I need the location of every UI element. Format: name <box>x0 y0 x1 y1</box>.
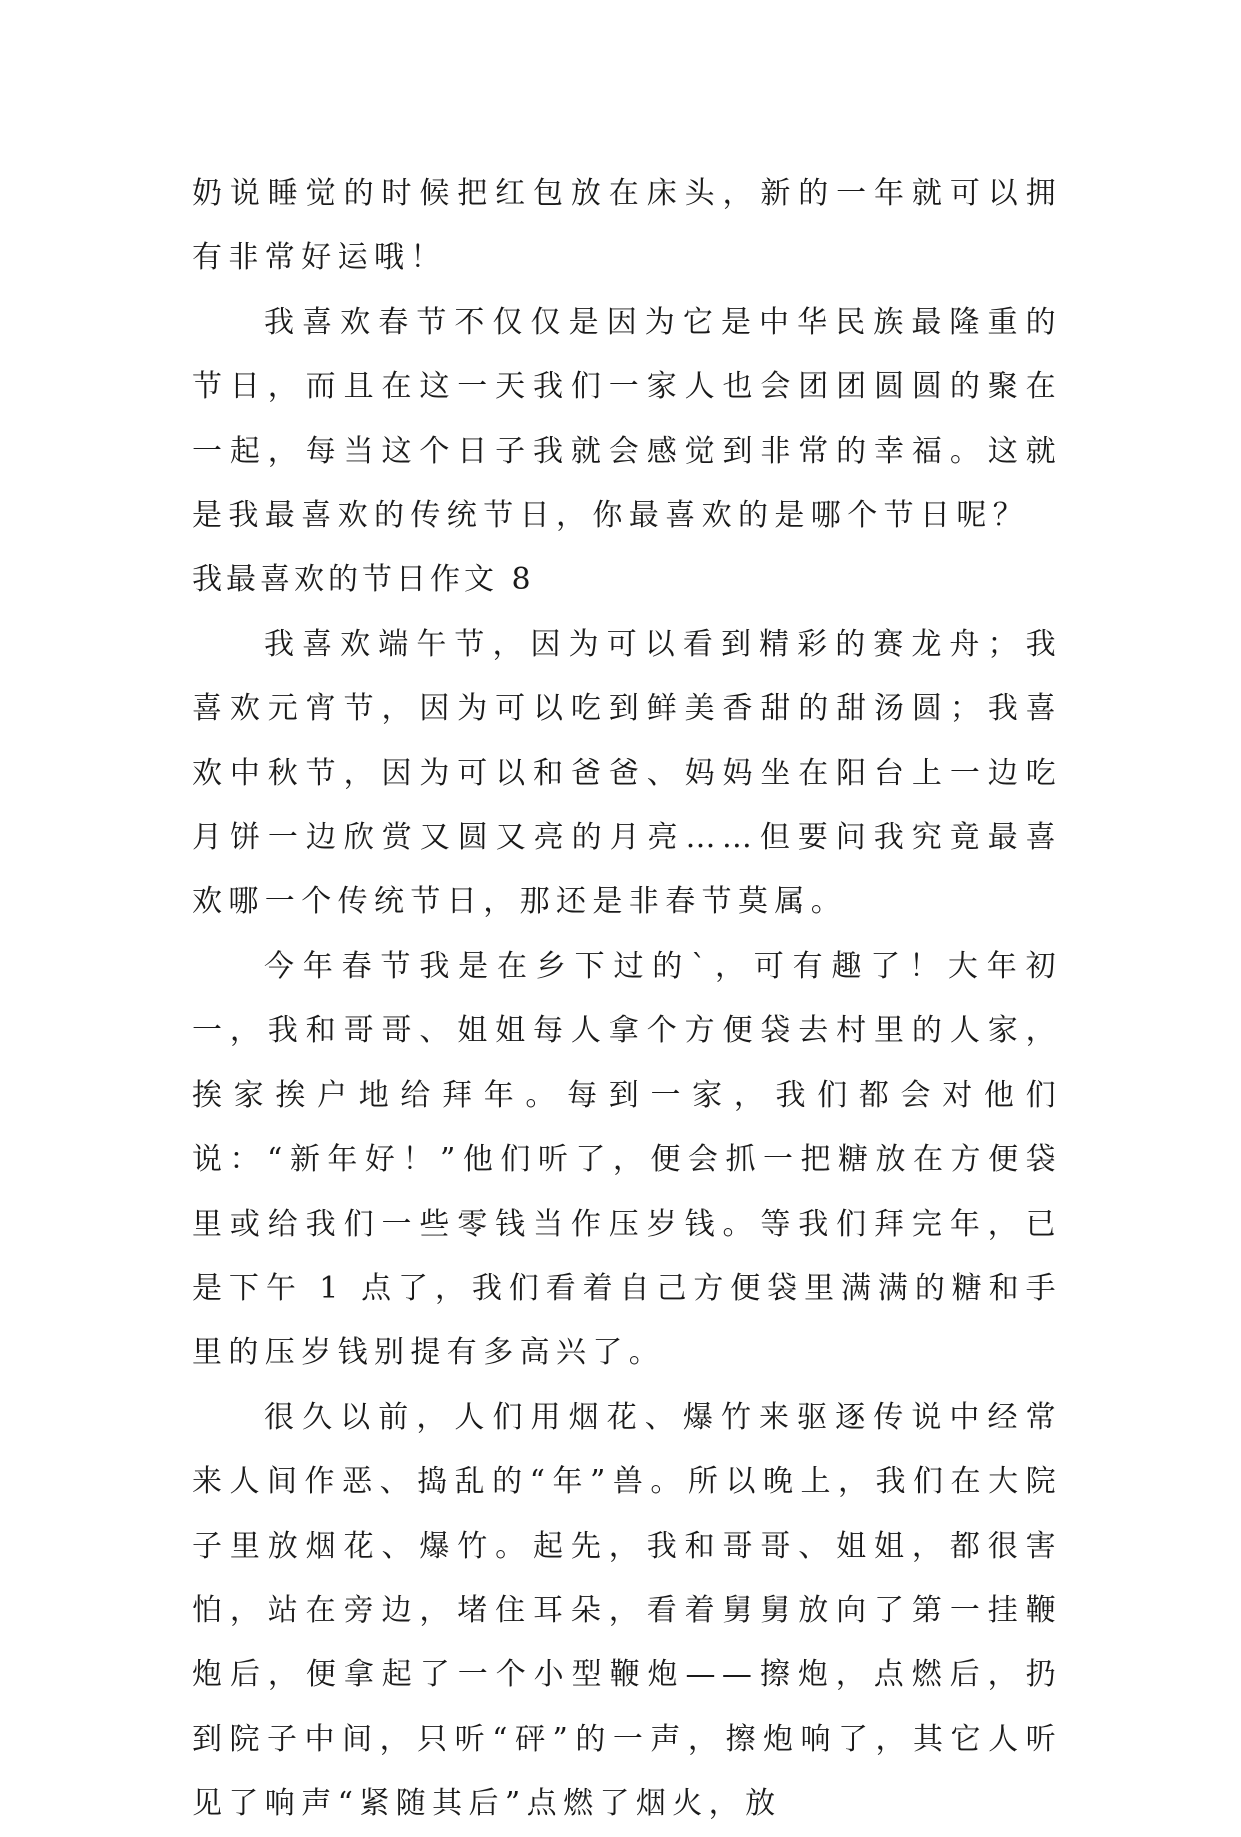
essay-heading: 我最喜欢的节日作文 8 <box>192 562 535 598</box>
document-body <box>192 162 1062 1837</box>
paragraph-continuation: 奶说睡觉的时候把红包放在床头，新的一年就可以拥有非常好运哦！ <box>192 176 1062 276</box>
paragraph-fireworks: 很久以前，人们用烟花、爆竹来驱逐传说中经常来人间作恶、捣乱的“年”兽。所以晚上，我们在大院子里放烟花、爆竹。起先，我和哥哥、姐姐，都很害怕，站在旁边，堵住耳朵，看着舅舅放向了第一挂鞭炮后，便拿起了一个小型鞭炮——擦炮，点燃后，扔到院子中间，只听“砰”的一声，擦炮响了，其它人听见了响声“紧随其后”点燃了烟火，放 <box>192 1399 1062 1822</box>
paragraph-spring-festival-reason: 我喜欢春节不仅仅是因为它是中华民族最隆重的节日，而且在这一天我们一家人也会团团圆圆的聚在一起，每当这个日子我就会感觉到非常的幸福。这就是我最喜欢的传统节日，你最喜欢的是哪个节日呢？ <box>192 304 1062 534</box>
paragraph-favorite-festivals: 我喜欢端午节，因为可以看到精彩的赛龙舟；我喜欢元宵节，因为可以吃到鲜美香甜的甜汤圆；我喜欢中秋节，因为可以和爸爸、妈妈坐在阳台上一边吃月饼一边欣赏又圆又亮的月亮……但要问我究竟最喜欢哪一个传统节日，那还是非春节莫属。 <box>192 626 1062 920</box>
paragraph-new-year-visits: 今年春节我是在乡下过的`，可有趣了！大年初一，我和哥哥、姐姐每人拿个方便袋去村里的人家，挨家挨户地给拜年。每到一家，我们都会对他们说：“新年好！”他们听了，便会抓一把糖放在方便袋里或给我们一些零钱当作压岁钱。等我们拜完年，已是下午 1 点了，我们看着自己方便袋里满满的糖和手里的压岁钱别提有多高兴了。 <box>192 948 1062 1371</box>
